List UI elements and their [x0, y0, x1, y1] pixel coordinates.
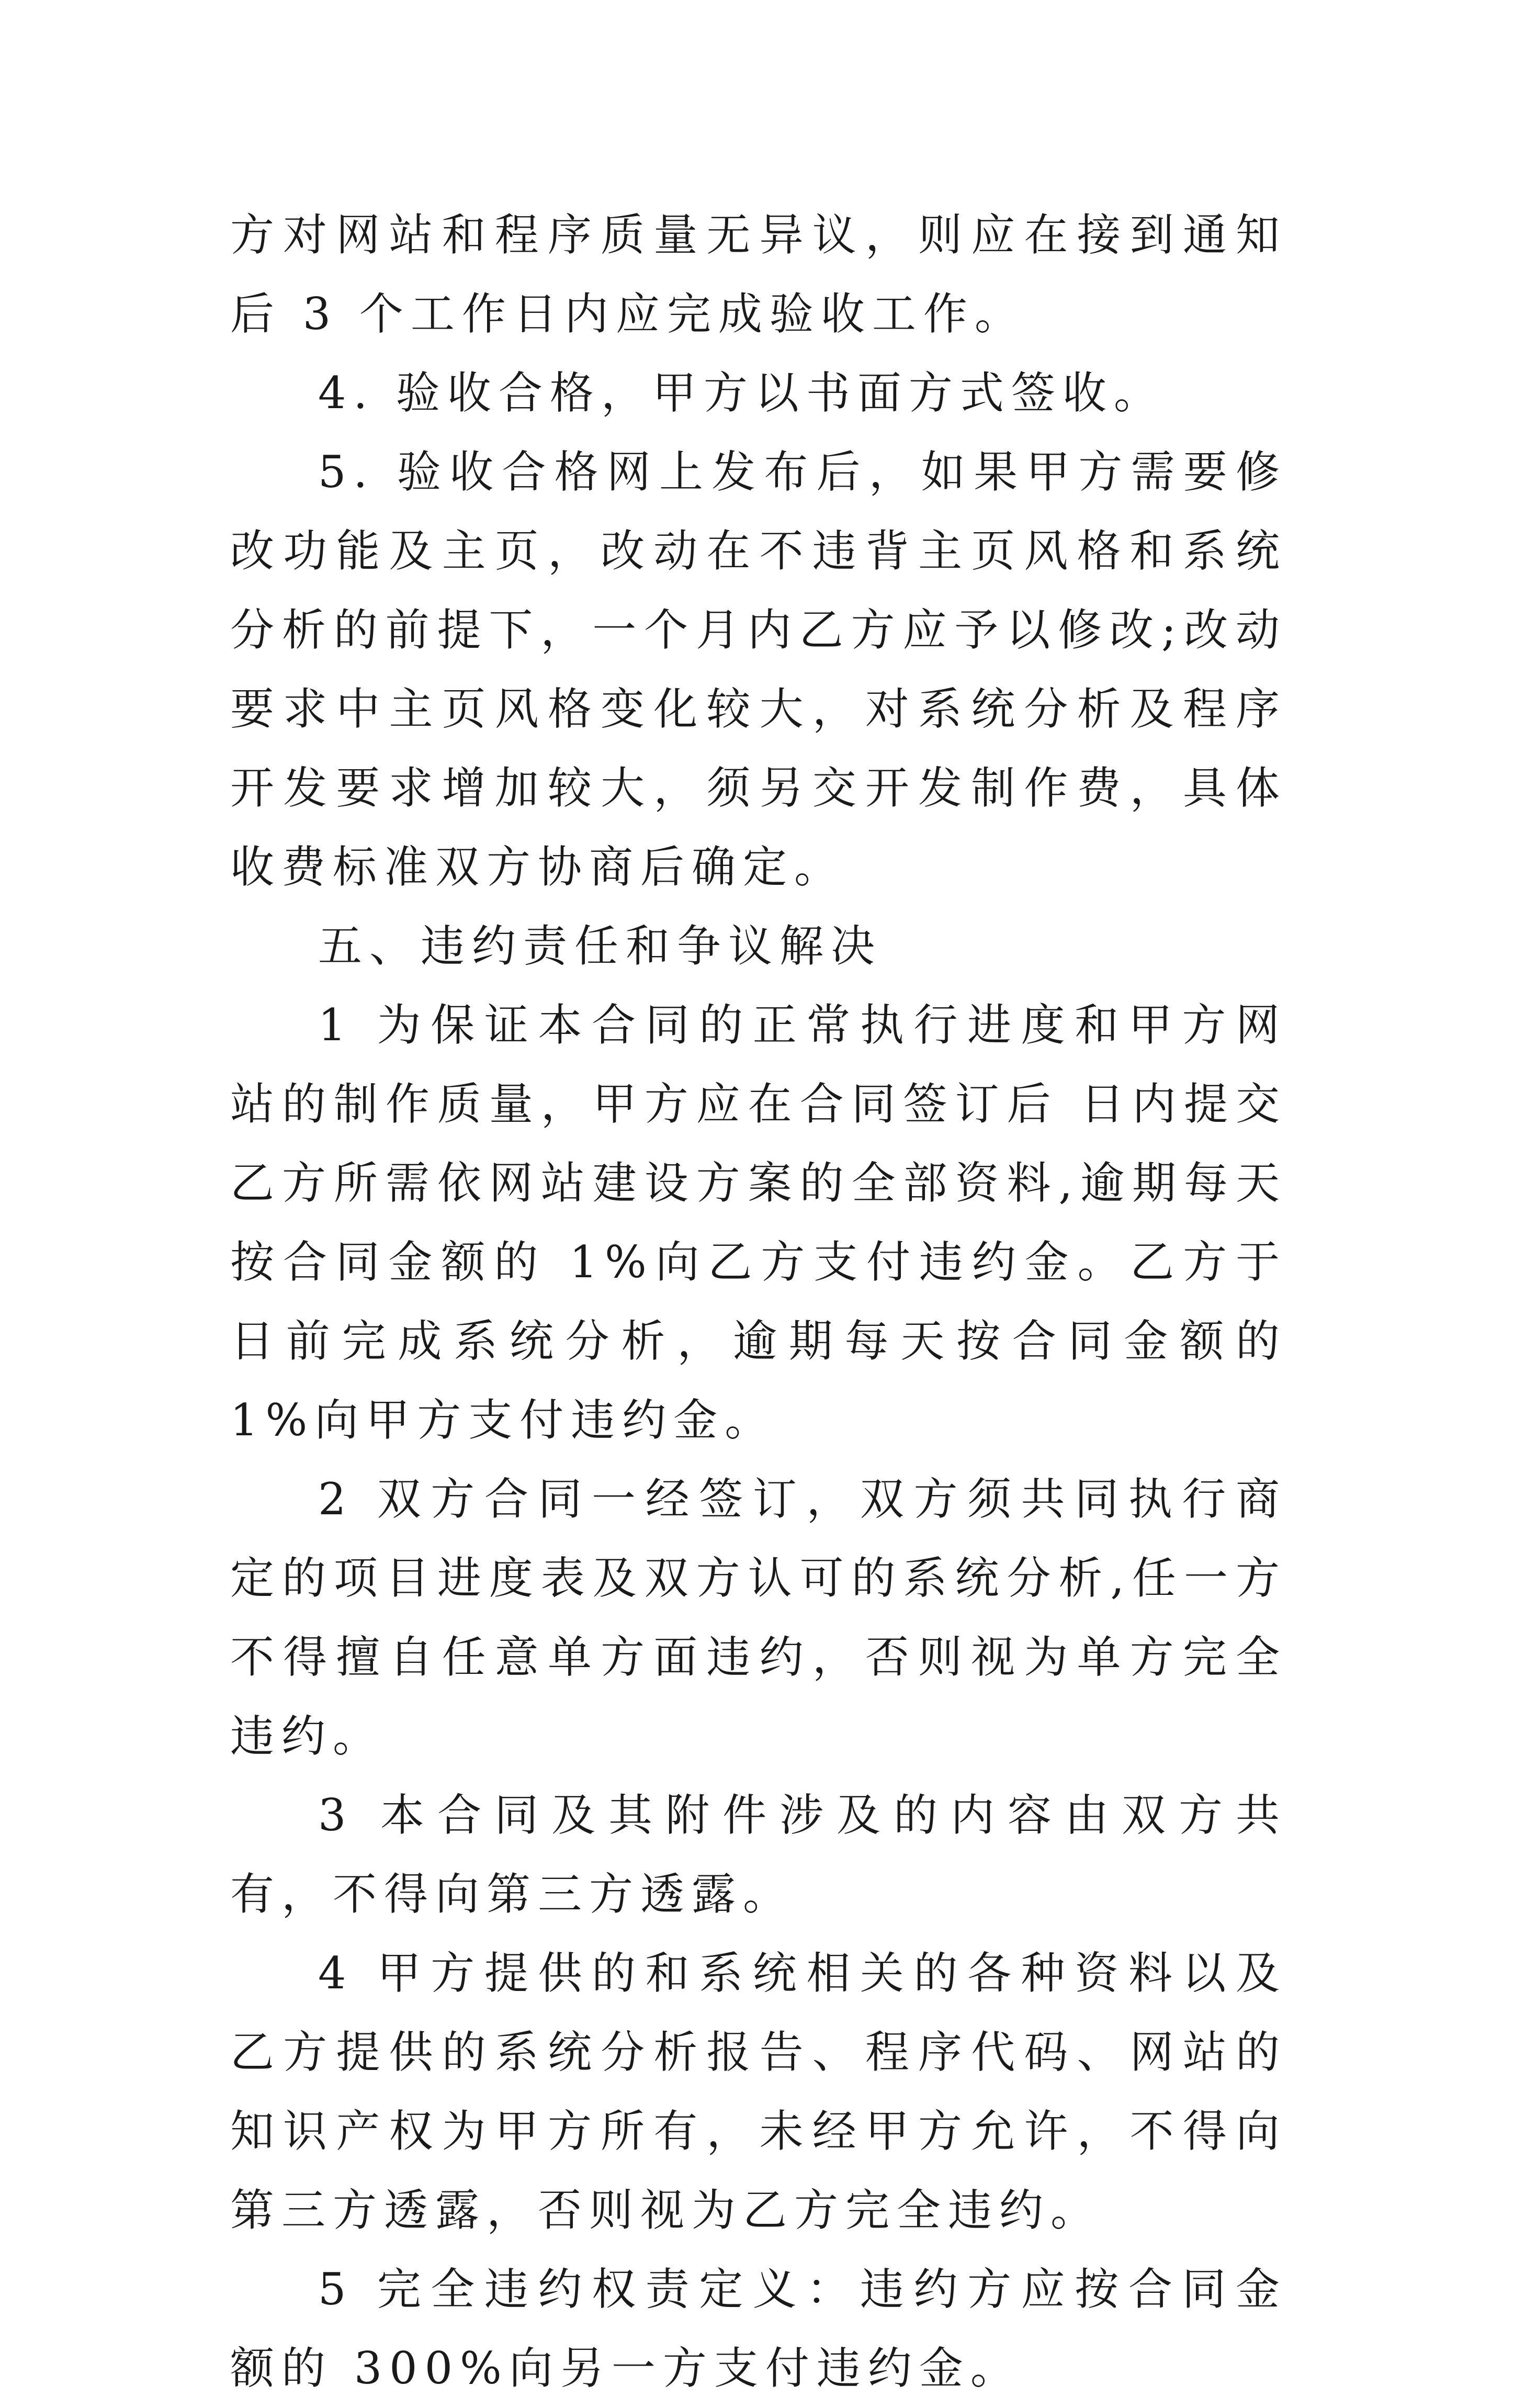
paragraph-post-release-changes: 5. 验收合格网上发布后，如果甲方需要修改功能及主页，改动在不违背主页风格和系统分析的前提下，一个月内乙方应予以修改;改动要求中主页风格变化较大，对系统分析及程序开发要求增加较大，须另交开发制作费，具体收费标准双方协商后确定。 — [230, 446, 1287, 893]
clause-3-confidentiality: 3 本合同及其附件涉及的内容由双方共有，不得向第三方透露。 — [230, 1790, 1287, 1920]
clause-1-schedule-penalty: 1 为保证本合同的正常执行进度和甲方网站的制作质量，甲方应在合同签订后 日内提交乙方所需依网站建设方案的全部资料,逾期每天按合同金额的 1%向乙方支付违约金。乙方于 日前完成系统分析，逾期每天按合同金额的 1%向甲方支付违约金。 — [230, 999, 1287, 1446]
paragraph-acceptance-signoff: 4. 验收合格，甲方以书面方式签收。 — [318, 367, 1165, 419]
clause-5-full-breach-definition: 5 完全违约权责定义：违约方应按合同金额的 300%向另一方支付违约金。 — [230, 2264, 1287, 2394]
clause-2-binding-schedule: 2 双方合同一经签订，双方须共同执行商定的项目进度表及双方认可的系统分析,任一方不得擅自任意单方面违约，否则视为单方完全违约。 — [230, 1473, 1287, 1762]
section-heading-breach: 五、违约责任和争议解决 — [318, 920, 883, 972]
clause-4-intellectual-property: 4 甲方提供的和系统相关的各种资料以及乙方提供的系统分析报告、程序代码、网站的知识产权为甲方所有，未经甲方允许，不得向第三方透露，否则视为乙方完全违约。 — [230, 1948, 1287, 2236]
paragraph-acceptance-deadline: 方对网站和程序质量无异议，则应在接到通知后 3 个工作日内应完成验收工作。 — [230, 209, 1287, 340]
document-body — [230, 196, 1287, 2408]
